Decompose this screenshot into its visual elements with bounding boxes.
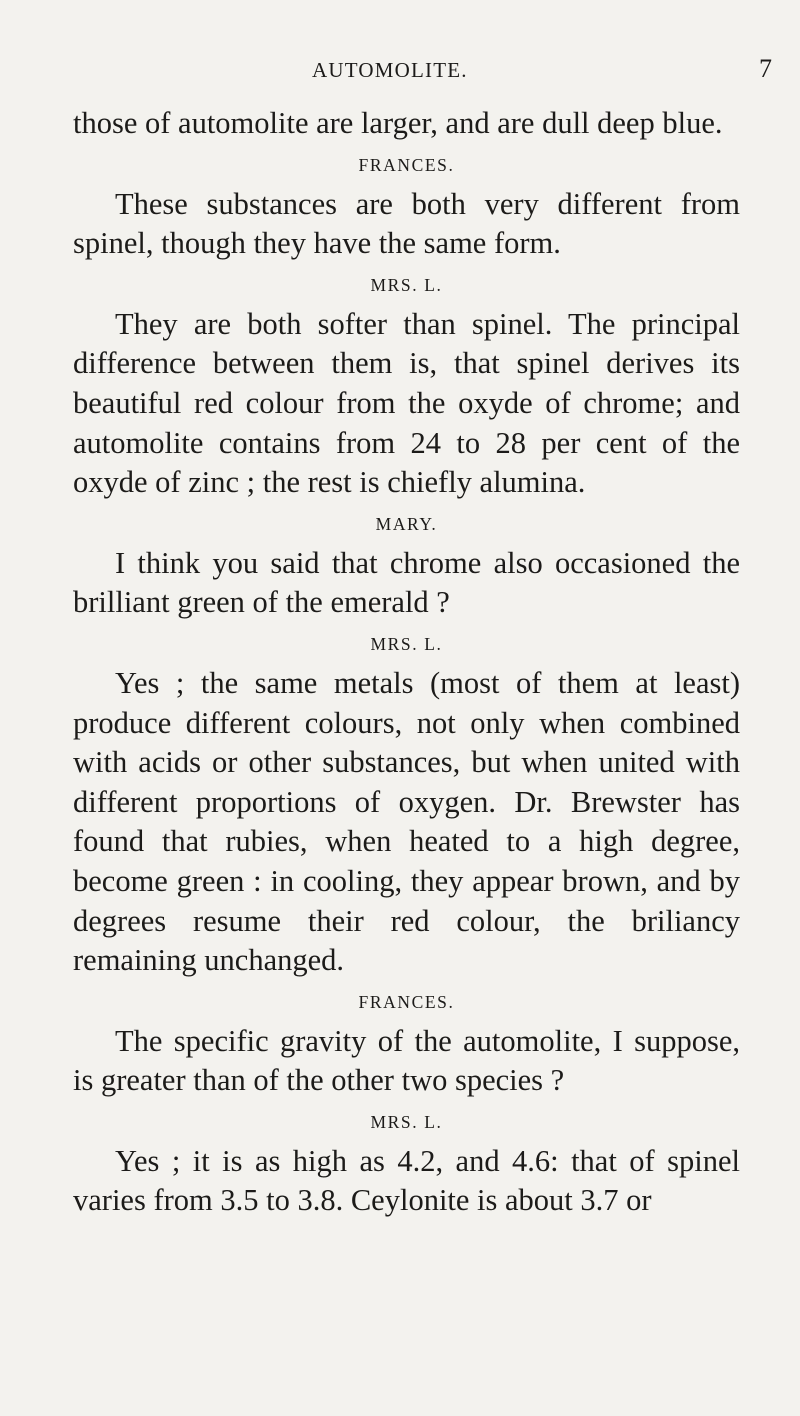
page-number: 7 — [759, 54, 772, 83]
speaker-label: MRS. L. — [370, 633, 443, 654]
paragraph: The specific gravity of the automolite, I suppose, is greater than of the other two species ? — [73, 1023, 740, 1098]
page-body — [73, 104, 740, 1221]
running-title: AUTOMOLITE. — [312, 58, 468, 82]
paragraph: Yes ; the same metals (most of them at least) produce different colours, not only when combined with acids or other substances, but when united with different proportions of oxygen. Dr. Brewster has found that rubies, when heated to a high degree, become green : in cooling, they appear brown, and by degrees resume their red colour, the briliancy remaining unchanged. — [73, 665, 740, 978]
speaker-label: MRS. L. — [370, 1111, 443, 1132]
speaker-label: MRS. L. — [370, 274, 443, 295]
paragraph: Yes ; it is as high as 4.2, and 4.6: that of spinel varies from 3.5 to 3.8. Ceylonite is about 3.7 or — [73, 1143, 740, 1218]
paragraph: These substances are both very different from spinel, though they have the same form. — [73, 186, 740, 261]
paragraph: They are both softer than spinel. The principal difference between them is, that spinel derives its beautiful red colour from the oxyde of chrome; and automolite contains from 24 to 28 per cent of the oxyde of zinc ; the rest is chiefly alumina. — [73, 306, 740, 500]
speaker-label: MARY. — [375, 513, 438, 534]
paragraph-continuation: those of automolite are larger, and are dull deep blue. — [73, 106, 723, 140]
paragraph: I think you said that chrome also occasioned the brilliant green of the emerald ? — [73, 545, 740, 620]
speaker-label: FRANCES. — [358, 991, 455, 1012]
speaker-label: FRANCES. — [358, 154, 455, 175]
